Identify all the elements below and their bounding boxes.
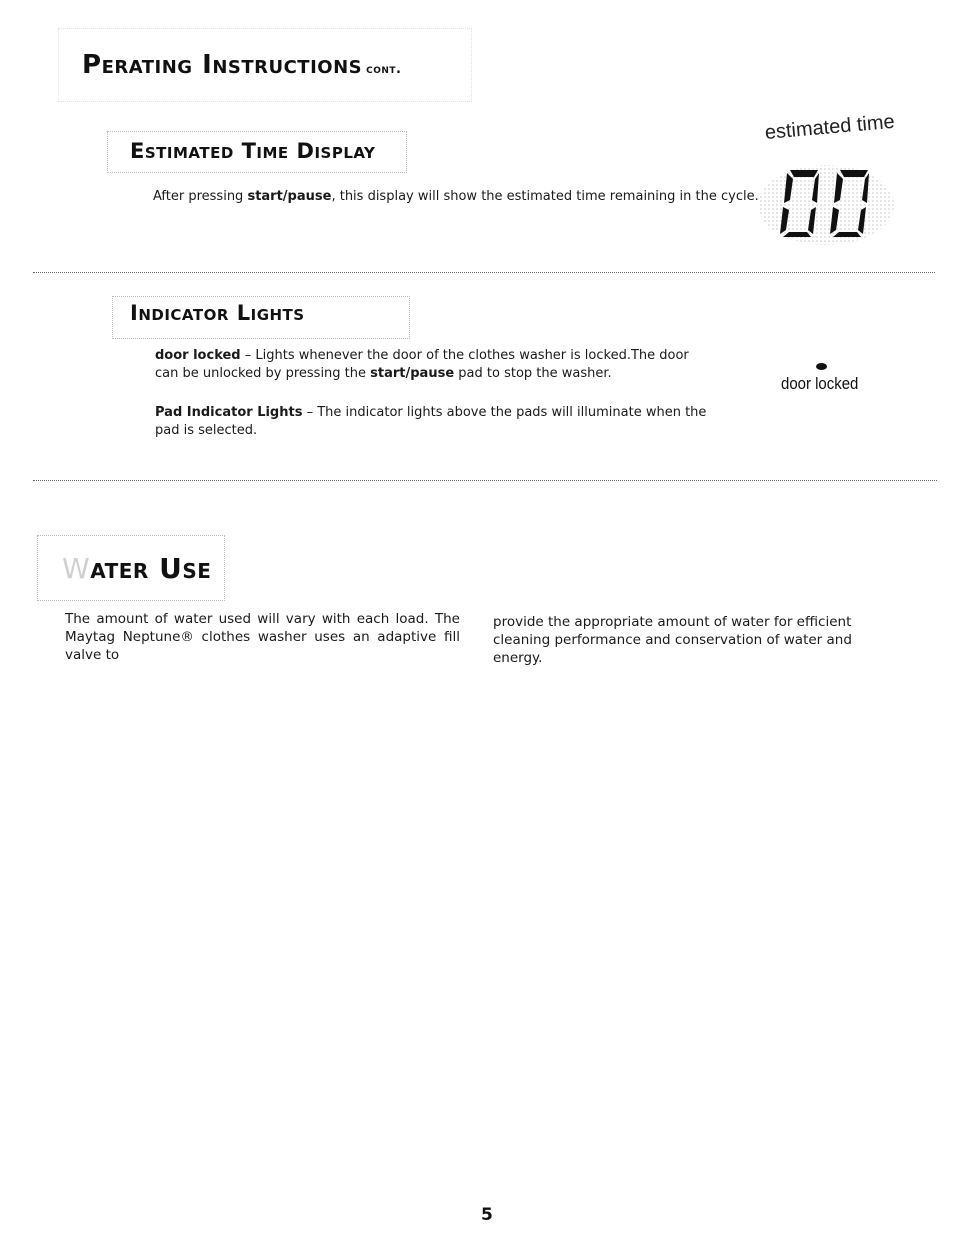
estimated-time-label: estimated time [763, 110, 896, 145]
door-locked-description: door locked – Lights whenever the door of the clothes washer is locked.The door can be unlocked by pressing the start/pause pad to stop the washer. [155, 348, 689, 381]
door-locked-indicator-light [816, 363, 827, 370]
water-use-heading: Water Use [62, 552, 212, 585]
estimated-time-description: After pressing start/pause, this display will show the estimated time remaining in the cycle. [153, 189, 759, 204]
section-divider [33, 480, 937, 481]
water-use-text-column-2: provide the appropriate amount of water for efficient cleaning performance and conservation of water and energy. [493, 614, 852, 666]
indicator-lights-heading: Indicator Lights [130, 301, 305, 325]
water-use-text-column-1: The amount of water used will vary with each load. The Maytag Neptune® clothes washer uses an adaptive fill valve to [65, 611, 460, 663]
pad-indicator-description: Pad Indicator Lights – The indicator lights above the pads will illuminate when the pad is selected. [155, 405, 707, 438]
estimated-time-digital-display [756, 160, 896, 254]
seven-segment-digits-image [756, 160, 896, 250]
section-divider [33, 272, 935, 273]
page-number: 5 [481, 1205, 493, 1225]
estimated-time-display-heading: Estimated Time Display [130, 139, 376, 163]
door-locked-label: door locked [781, 374, 859, 393]
page-title: Perating Instructions cont. [82, 50, 402, 80]
title-suffix: cont. [366, 62, 402, 77]
